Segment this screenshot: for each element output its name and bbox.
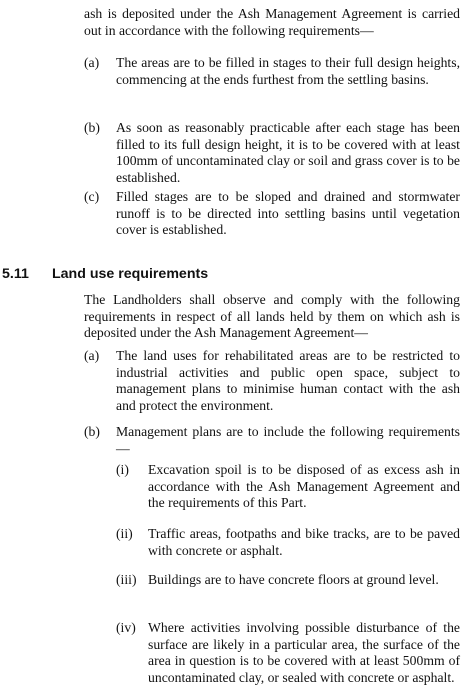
item-label: (a): [84, 348, 100, 363]
subitem-i: [116, 462, 460, 512]
subitem-label: (iii): [116, 572, 137, 587]
subitem-text: Traffic areas, footpaths and bike tracks, are to be paved with concrete or asphalt.: [148, 526, 460, 558]
subitem-iv: [116, 620, 460, 686]
item-text: The areas are to be filled in stages to their full design heights, commencing at the ends furthest from the settling basins.: [116, 55, 460, 87]
item-text: Filled stages are to be sloped and drained and stormwater runoff is to be directed into settling basins until vegetation cover is established.: [116, 189, 460, 238]
section-intro-paragraph: The Landholders shall observe and comply with the following requirements in respect of all lands held by them on which ash is deposited under the Ash Management Agreement—: [84, 292, 460, 341]
item-label: (c): [84, 189, 100, 204]
subitem-text: Buildings are to have concrete floors at ground level.: [148, 572, 439, 587]
subitem-label: (i): [116, 462, 129, 477]
item-label: (b): [84, 424, 100, 439]
item-label: (b): [84, 120, 100, 135]
subitem-text: Where activities involving possible disturbance of the surface are likely in a particular area, the surface of the area in question is to be covered with at least 500mm of uncontaminated clay, or sealed with concrete or asphalt.: [148, 620, 460, 685]
section-heading: [2, 265, 442, 283]
requirement-a: [84, 348, 460, 414]
list-item-a: [84, 55, 460, 88]
requirement-b: [84, 424, 460, 457]
item-text: As soon as reasonably practicable after each stage has been filled to its full design height, it is to be covered with at least 100mm of uncontaminated clay or soil and grass cover is to be established.: [116, 120, 460, 185]
list-item-b: [84, 120, 460, 186]
subitem-label: (ii): [116, 526, 133, 541]
subitem-text: Excavation spoil is to be disposed of as excess ash in accordance with the Ash Management Agreement and the requirements of this Part.: [148, 462, 460, 511]
item-text: The land uses for rehabilitated areas are to be restricted to industrial activities and public open space, subject to management plans to minimise human contact with the ash and protect the environment.: [116, 348, 460, 413]
item-label: (a): [84, 55, 100, 70]
subitem-iii: [116, 572, 460, 589]
list-item-c: [84, 189, 460, 239]
intro-paragraph: ash is deposited under the Ash Management Agreement is carried out in accordance with the following requirements—: [84, 6, 460, 38]
section-title: Land use requirements: [52, 266, 209, 282]
section-number: 5.11: [2, 266, 29, 282]
subitem-ii: [116, 526, 460, 559]
item-text: Management plans are to include the following requirements—: [116, 424, 460, 456]
subitem-label: (iv): [116, 620, 136, 635]
